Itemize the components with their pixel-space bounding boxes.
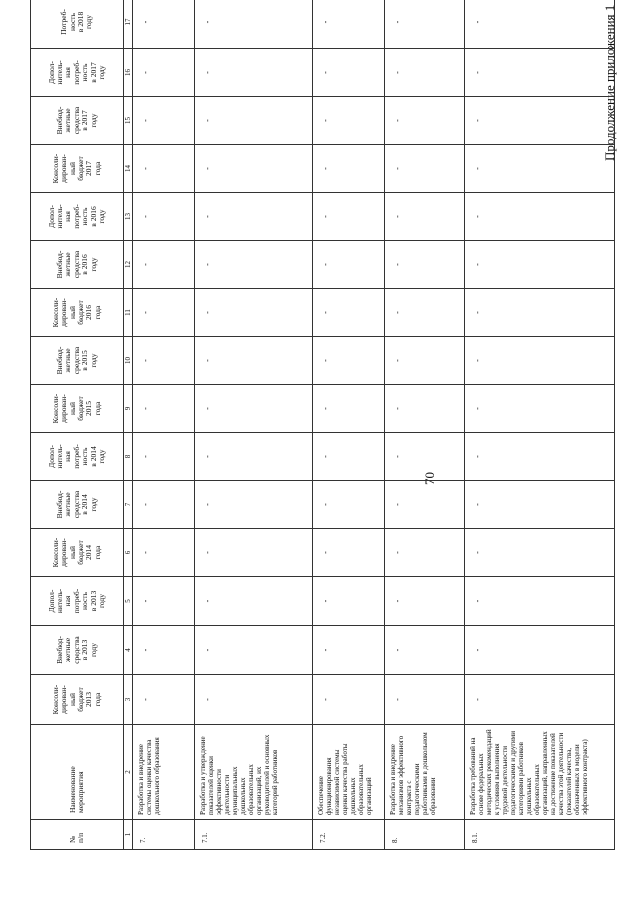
- value-cell: -: [133, 97, 195, 145]
- column-header: Консоли- дирован- ный бюджет 2016 года: [31, 289, 124, 337]
- value-cell: -: [133, 385, 195, 433]
- value-cell: -: [133, 577, 195, 626]
- page-number: 70: [422, 472, 437, 485]
- column-header: Внебюд- жетные средства в 2016 году: [31, 241, 124, 289]
- column-header: Допол- нитель- ная потреб- ность в 2017 году: [31, 49, 124, 97]
- row-index: 8.: [385, 820, 465, 850]
- value-cell: -: [195, 481, 313, 529]
- value-cell: -: [465, 241, 615, 289]
- value-cell: -: [133, 433, 195, 481]
- column-number: 9: [124, 385, 133, 433]
- row-name: Разработка и утверждение показателей оценки эффективности деятельности муниципальных дошкольных образовательных организаций, их руководителей и основных категорий работников: [195, 725, 313, 820]
- value-cell: -: [133, 481, 195, 529]
- value-cell: -: [195, 241, 313, 289]
- value-cell: -: [385, 529, 465, 577]
- value-cell: -: [385, 49, 465, 97]
- value-cell: -: [313, 0, 385, 49]
- value-cell: -: [313, 97, 385, 145]
- value-cell: -: [313, 577, 385, 626]
- column-number: 5: [124, 577, 133, 626]
- value-cell: -: [385, 289, 465, 337]
- value-cell: -: [195, 145, 313, 193]
- value-cell: -: [385, 145, 465, 193]
- column-number: 7: [124, 481, 133, 529]
- column-number: 10: [124, 337, 133, 385]
- value-cell: -: [195, 577, 313, 626]
- row-index: 7.: [133, 820, 195, 850]
- value-cell: -: [385, 675, 465, 725]
- value-cell: -: [195, 675, 313, 725]
- value-cell: -: [385, 241, 465, 289]
- value-cell: -: [195, 529, 313, 577]
- value-cell: -: [133, 49, 195, 97]
- column-header: Допол- нитель- ная потреб- ность в 2013 году: [31, 577, 124, 626]
- value-cell: -: [465, 577, 615, 626]
- column-number-row: [124, 0, 133, 850]
- value-cell: -: [133, 241, 195, 289]
- column-number: 11: [124, 289, 133, 337]
- value-cell: -: [133, 529, 195, 577]
- row-name: Обеспечение функционирования независимой системы оценки качества работы дошкольных образовательных организаций: [313, 725, 385, 820]
- column-header: Консоли- дирован- ный бюджет 2015 года: [31, 385, 124, 433]
- table-header-row: [31, 0, 124, 850]
- row-name: Разработка требований на основе федеральных методических рекомендаций к условиям выполнения трудовой деятельности педагогическими и другими категориями работников дошкольных образовательных организаций, направленных на достижение показателей качества этой деятельности (показателей качества, обозначенных в модели эффективного контракта): [465, 725, 615, 820]
- value-cell: -: [195, 289, 313, 337]
- value-cell: -: [195, 337, 313, 385]
- column-header: Консоли- дирован- ный бюджет 2017 года: [31, 145, 124, 193]
- value-cell: -: [465, 97, 615, 145]
- value-cell: -: [195, 0, 313, 49]
- column-number: 12: [124, 241, 133, 289]
- column-header: № п/п: [31, 820, 124, 850]
- funding-table: [30, 0, 615, 850]
- column-number: 6: [124, 529, 133, 577]
- value-cell: -: [465, 193, 615, 241]
- column-header: Внебюд- жетные средства в 2017 году: [31, 97, 124, 145]
- value-cell: -: [465, 49, 615, 97]
- value-cell: -: [465, 385, 615, 433]
- value-cell: -: [465, 481, 615, 529]
- value-cell: -: [385, 97, 465, 145]
- row-name: Разработка и внедрение механизмов эффективного контракта с педагогическими работниками в дошкольном образовании: [385, 725, 465, 820]
- table-row: [195, 0, 313, 850]
- column-number: 3: [124, 675, 133, 725]
- value-cell: -: [385, 337, 465, 385]
- table-row: [313, 0, 385, 850]
- column-header: Внебюд- жетные средства в 2013 году: [31, 626, 124, 675]
- column-number: 15: [124, 97, 133, 145]
- column-header: Допол- нитель- ная потреб- ность в 2016 году: [31, 193, 124, 241]
- table-row: [133, 0, 195, 850]
- column-number: 1: [124, 820, 133, 850]
- value-cell: -: [385, 626, 465, 675]
- column-number: 14: [124, 145, 133, 193]
- value-cell: -: [195, 97, 313, 145]
- column-header: Консоли- дирован- ный бюджет 2014 года: [31, 529, 124, 577]
- column-header: Потреб- ность в 2018 году: [31, 0, 124, 49]
- row-index: 7.2.: [313, 820, 385, 850]
- value-cell: -: [385, 433, 465, 481]
- value-cell: -: [313, 529, 385, 577]
- value-cell: -: [313, 385, 385, 433]
- value-cell: -: [385, 193, 465, 241]
- value-cell: -: [465, 289, 615, 337]
- value-cell: -: [133, 337, 195, 385]
- page-subtitle: Продолжение приложения 1: [602, 4, 617, 161]
- row-index: 8.1.: [465, 820, 615, 850]
- column-header: Консоли- дирован- ный бюджет 2013 года: [31, 675, 124, 725]
- value-cell: -: [133, 626, 195, 675]
- column-header: Допол- нитель- ная потреб- ность в 2014 году: [31, 433, 124, 481]
- column-header: Внебюд- жетные средства в 2014 году: [31, 481, 124, 529]
- row-index: 7.1.: [195, 820, 313, 850]
- value-cell: -: [385, 0, 465, 49]
- value-cell: -: [313, 675, 385, 725]
- value-cell: -: [195, 433, 313, 481]
- value-cell: -: [313, 289, 385, 337]
- value-cell: -: [313, 337, 385, 385]
- value-cell: -: [195, 626, 313, 675]
- column-header: Внебюд- жетные средства в 2015 году: [31, 337, 124, 385]
- value-cell: -: [385, 577, 465, 626]
- column-number: 17: [124, 0, 133, 49]
- value-cell: -: [465, 0, 615, 49]
- column-header: Наименование мероприятия: [31, 725, 124, 820]
- column-number: 2: [124, 725, 133, 820]
- column-number: 4: [124, 626, 133, 675]
- value-cell: -: [465, 337, 615, 385]
- value-cell: -: [313, 241, 385, 289]
- value-cell: -: [133, 675, 195, 725]
- value-cell: -: [465, 529, 615, 577]
- table-row: [385, 0, 465, 850]
- value-cell: -: [133, 289, 195, 337]
- value-cell: -: [313, 433, 385, 481]
- value-cell: -: [465, 145, 615, 193]
- value-cell: -: [133, 145, 195, 193]
- value-cell: -: [313, 193, 385, 241]
- column-number: 13: [124, 193, 133, 241]
- column-number: 8: [124, 433, 133, 481]
- value-cell: -: [195, 193, 313, 241]
- value-cell: -: [385, 385, 465, 433]
- value-cell: -: [195, 49, 313, 97]
- value-cell: -: [313, 49, 385, 97]
- value-cell: -: [313, 145, 385, 193]
- value-cell: -: [385, 481, 465, 529]
- value-cell: -: [313, 481, 385, 529]
- row-name: Разработка и внедрение системы оценки качества дошкольного образования: [133, 725, 195, 820]
- value-cell: -: [195, 385, 313, 433]
- table-row: [465, 0, 615, 850]
- value-cell: -: [133, 0, 195, 49]
- value-cell: -: [133, 193, 195, 241]
- value-cell: -: [465, 433, 615, 481]
- column-number: 16: [124, 49, 133, 97]
- value-cell: -: [465, 626, 615, 675]
- value-cell: -: [313, 626, 385, 675]
- value-cell: -: [465, 675, 615, 725]
